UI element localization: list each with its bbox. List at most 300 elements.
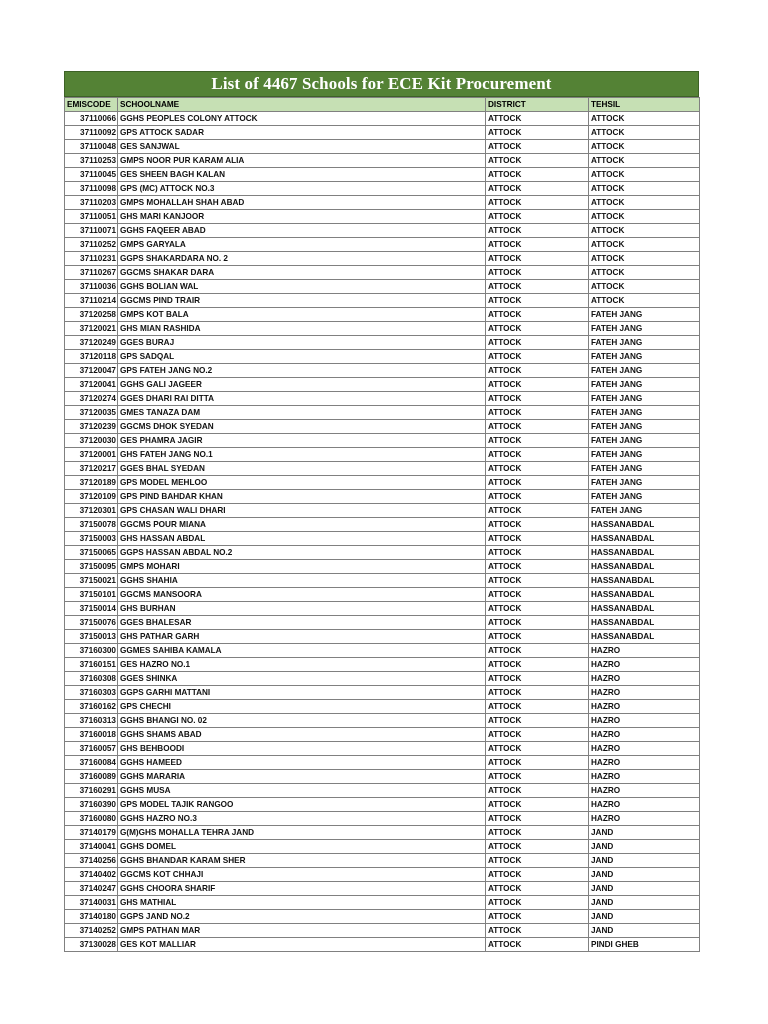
table-row [65,420,700,434]
table-row [65,770,700,784]
tehsil-cell: JAND [589,910,700,924]
table-row [65,616,700,630]
emiscode-cell: 37140252 [65,924,118,938]
emiscode-cell: 37160303 [65,686,118,700]
tehsil-cell: HAZRO [589,770,700,784]
district-cell: ATTOCK [486,322,589,336]
table-row [65,896,700,910]
table-row [65,266,700,280]
tehsil-cell: HASSANABDAL [589,560,700,574]
emiscode-cell: 37120118 [65,350,118,364]
district-cell: ATTOCK [486,210,589,224]
emiscode-cell: 37140041 [65,840,118,854]
emiscode-cell: 37110092 [65,126,118,140]
district-cell: ATTOCK [486,616,589,630]
header-row [65,98,700,112]
tehsil-cell: HAZRO [589,784,700,798]
tehsil-cell: PINDI GHEB [589,938,700,952]
district-cell: ATTOCK [486,504,589,518]
emiscode-cell: 37120258 [65,308,118,322]
district-cell: ATTOCK [486,546,589,560]
district-cell: ATTOCK [486,294,589,308]
emiscode-cell: 37110048 [65,140,118,154]
schoolname-cell: GGPS HASSAN ABDAL NO.2 [118,546,486,560]
tehsil-cell: HASSANABDAL [589,602,700,616]
schoolname-cell: GHS MARI KANJOOR [118,210,486,224]
tehsil-cell: FATEH JANG [589,448,700,462]
emiscode-cell: 37110231 [65,252,118,266]
tehsil-cell: ATTOCK [589,238,700,252]
emiscode-cell: 37120217 [65,462,118,476]
table-row [65,350,700,364]
district-cell: ATTOCK [486,392,589,406]
schoolname-cell: GGES BHALESAR [118,616,486,630]
tehsil-cell: JAND [589,854,700,868]
schoolname-cell: GGHS GALI JAGEER [118,378,486,392]
district-cell: ATTOCK [486,630,589,644]
schoolname-cell: GES PHAMRA JAGIR [118,434,486,448]
district-cell: ATTOCK [486,924,589,938]
tehsil-cell: JAND [589,882,700,896]
table-row [65,728,700,742]
schoolname-cell: GGHS MUSA [118,784,486,798]
header-district: DISTRICT [486,98,589,112]
emiscode-cell: 37110267 [65,266,118,280]
schoolname-cell: GGCMS DHOK SYEDAN [118,420,486,434]
table-row [65,882,700,896]
table-row [65,742,700,756]
district-cell: ATTOCK [486,168,589,182]
district-cell: ATTOCK [486,476,589,490]
emiscode-cell: 37160018 [65,728,118,742]
emiscode-cell: 37110071 [65,224,118,238]
district-cell: ATTOCK [486,112,589,126]
district-cell: ATTOCK [486,938,589,952]
table-body [65,112,700,952]
table-row [65,644,700,658]
district-cell: ATTOCK [486,462,589,476]
schoolname-cell: GGES BHAL SYEDAN [118,462,486,476]
table-row [65,602,700,616]
emiscode-cell: 37130028 [65,938,118,952]
tehsil-cell: FATEH JANG [589,434,700,448]
table-row [65,210,700,224]
table-row [65,812,700,826]
schoolname-cell: GGHS DOMEL [118,840,486,854]
schoolname-cell: GPS FATEH JANG NO.2 [118,364,486,378]
schoolname-cell: GGES BURAJ [118,336,486,350]
schoolname-cell: GMPS MOHALLAH SHAH ABAD [118,196,486,210]
schoolname-cell: GES SHEEN BAGH KALAN [118,168,486,182]
schoolname-cell: GHS BURHAN [118,602,486,616]
emiscode-cell: 37120189 [65,476,118,490]
schoolname-cell: GMPS KOT BALA [118,308,486,322]
tehsil-cell: ATTOCK [589,112,700,126]
emiscode-cell: 37110098 [65,182,118,196]
tehsil-cell: HASSANABDAL [589,546,700,560]
tehsil-cell: ATTOCK [589,196,700,210]
tehsil-cell: FATEH JANG [589,406,700,420]
schoolname-cell: GGPS SHAKARDARA NO. 2 [118,252,486,266]
schoolname-cell: GPS CHASAN WALI DHARI [118,504,486,518]
emiscode-cell: 37150021 [65,574,118,588]
district-cell: ATTOCK [486,686,589,700]
table-row [65,826,700,840]
district-cell: ATTOCK [486,588,589,602]
emiscode-cell: 37160300 [65,644,118,658]
table-row [65,798,700,812]
table-row [65,490,700,504]
schoolname-cell: GGHS HAZRO NO.3 [118,812,486,826]
schoolname-cell: GPS PIND BAHDAR KHAN [118,490,486,504]
table-row [65,126,700,140]
spreadsheet [64,71,699,952]
table-row [65,756,700,770]
schoolname-cell: GHS MATHIAL [118,896,486,910]
district-cell: ATTOCK [486,434,589,448]
schoolname-cell: GHS FATEH JANG NO.1 [118,448,486,462]
district-cell: ATTOCK [486,364,589,378]
district-cell: ATTOCK [486,336,589,350]
emiscode-cell: 37110066 [65,112,118,126]
emiscode-cell: 37160308 [65,672,118,686]
schoolname-cell: GPS CHECHI [118,700,486,714]
schoolname-cell: G(M)GHS MOHALLA TEHRA JAND [118,826,486,840]
district-cell: ATTOCK [486,644,589,658]
emiscode-cell: 37140179 [65,826,118,840]
header-tehsil: TEHSIL [589,98,700,112]
schoolname-cell: GMES TANAZA DAM [118,406,486,420]
district-cell: ATTOCK [486,308,589,322]
emiscode-cell: 37160084 [65,756,118,770]
district-cell: ATTOCK [486,854,589,868]
schoolname-cell: GMPS MOHARI [118,560,486,574]
tehsil-cell: FATEH JANG [589,476,700,490]
district-cell: ATTOCK [486,728,589,742]
tehsil-cell: HASSANABDAL [589,574,700,588]
district-cell: ATTOCK [486,560,589,574]
tehsil-cell: ATTOCK [589,182,700,196]
schoolname-cell: GES SANJWAL [118,140,486,154]
tehsil-cell: HASSANABDAL [589,518,700,532]
tehsil-cell: HAZRO [589,658,700,672]
district-cell: ATTOCK [486,126,589,140]
district-cell: ATTOCK [486,672,589,686]
emiscode-cell: 37160162 [65,700,118,714]
tehsil-cell: HAZRO [589,686,700,700]
tehsil-cell: FATEH JANG [589,364,700,378]
table-row [65,294,700,308]
tehsil-cell: FATEH JANG [589,420,700,434]
emiscode-cell: 37140031 [65,896,118,910]
table-row [65,238,700,252]
table-row [65,168,700,182]
table-row [65,658,700,672]
emiscode-cell: 37110045 [65,168,118,182]
document-title: List of 4467 Schools for ECE Kit Procurement [211,74,552,93]
schoolname-cell: GGHS CHOORA SHARIF [118,882,486,896]
schoolname-cell: GGMES SAHIBA KAMALA [118,644,486,658]
schoolname-cell: GGHS SHAMS ABAD [118,728,486,742]
district-cell: ATTOCK [486,714,589,728]
schoolname-cell: GGES DHARI RAI DITTA [118,392,486,406]
emiscode-cell: 37120109 [65,490,118,504]
district-cell: ATTOCK [486,910,589,924]
table-row [65,588,700,602]
schoolname-cell: GGHS MARARIA [118,770,486,784]
schoolname-cell: GGHS BHANDAR KARAM SHER [118,854,486,868]
tehsil-cell: ATTOCK [589,224,700,238]
emiscode-cell: 37120249 [65,336,118,350]
schoolname-cell: GGCMS MANSOORA [118,588,486,602]
tehsil-cell: HAZRO [589,798,700,812]
district-cell: ATTOCK [486,448,589,462]
table-row [65,518,700,532]
tehsil-cell: FATEH JANG [589,462,700,476]
emiscode-cell: 37110203 [65,196,118,210]
tehsil-cell: FATEH JANG [589,350,700,364]
schools-table [64,97,700,952]
emiscode-cell: 37120030 [65,434,118,448]
tehsil-cell: HAZRO [589,644,700,658]
emiscode-cell: 37160390 [65,798,118,812]
district-cell: ATTOCK [486,350,589,364]
tehsil-cell: ATTOCK [589,168,700,182]
table-row [65,672,700,686]
schoolname-cell: GGCMS SHAKAR DARA [118,266,486,280]
table-row [65,840,700,854]
district-cell: ATTOCK [486,238,589,252]
emiscode-cell: 37140180 [65,910,118,924]
schoolname-cell: GMPS NOOR PUR KARAM ALIA [118,154,486,168]
tehsil-cell: ATTOCK [589,154,700,168]
schoolname-cell: GGCMS POUR MIANA [118,518,486,532]
table-row [65,784,700,798]
tehsil-cell: FATEH JANG [589,490,700,504]
tehsil-cell: JAND [589,924,700,938]
schoolname-cell: GPS (MC) ATTOCK NO.3 [118,182,486,196]
district-cell: ATTOCK [486,812,589,826]
district-cell: ATTOCK [486,798,589,812]
emiscode-cell: 37160151 [65,658,118,672]
emiscode-cell: 37120239 [65,420,118,434]
tehsil-cell: HASSANABDAL [589,616,700,630]
district-cell: ATTOCK [486,700,589,714]
schoolname-cell: GHS BEHBOODI [118,742,486,756]
tehsil-cell: HAZRO [589,700,700,714]
table-row [65,574,700,588]
tehsil-cell: HAZRO [589,714,700,728]
emiscode-cell: 37160089 [65,770,118,784]
emiscode-cell: 37120021 [65,322,118,336]
header-emiscode: EMISCODE [65,98,118,112]
tehsil-cell: ATTOCK [589,210,700,224]
emiscode-cell: 37110252 [65,238,118,252]
emiscode-cell: 37150101 [65,588,118,602]
district-cell: ATTOCK [486,406,589,420]
schoolname-cell: GGHS SHAHIA [118,574,486,588]
schoolname-cell: GPS ATTOCK SADAR [118,126,486,140]
emiscode-cell: 37160291 [65,784,118,798]
district-cell: ATTOCK [486,280,589,294]
table-row [65,182,700,196]
district-cell: ATTOCK [486,224,589,238]
table-row [65,630,700,644]
tehsil-cell: HAZRO [589,756,700,770]
district-cell: ATTOCK [486,518,589,532]
district-cell: ATTOCK [486,882,589,896]
district-cell: ATTOCK [486,140,589,154]
table-row [65,392,700,406]
emiscode-cell: 37120274 [65,392,118,406]
tehsil-cell: JAND [589,868,700,882]
emiscode-cell: 37160080 [65,812,118,826]
table-row [65,154,700,168]
tehsil-cell: ATTOCK [589,280,700,294]
emiscode-cell: 37110051 [65,210,118,224]
district-cell: ATTOCK [486,196,589,210]
tehsil-cell: HASSANABDAL [589,588,700,602]
schoolname-cell: GHS HASSAN ABDAL [118,532,486,546]
table-row [65,924,700,938]
district-cell: ATTOCK [486,182,589,196]
title-bar [64,71,699,97]
table-row [65,560,700,574]
table-row [65,434,700,448]
emiscode-cell: 37150076 [65,616,118,630]
table-row [65,504,700,518]
table-row [65,224,700,238]
tehsil-cell: FATEH JANG [589,322,700,336]
table-row [65,686,700,700]
emiscode-cell: 37160313 [65,714,118,728]
tehsil-cell: JAND [589,840,700,854]
table-row [65,196,700,210]
district-cell: ATTOCK [486,658,589,672]
district-cell: ATTOCK [486,896,589,910]
schoolname-cell: GGHS FAQEER ABAD [118,224,486,238]
tehsil-cell: HAZRO [589,728,700,742]
table-row [65,252,700,266]
emiscode-cell: 37150065 [65,546,118,560]
district-cell: ATTOCK [486,574,589,588]
emiscode-cell: 37120301 [65,504,118,518]
emiscode-cell: 37150014 [65,602,118,616]
schoolname-cell: GGCMS PIND TRAIR [118,294,486,308]
table-row [65,714,700,728]
table-row [65,546,700,560]
emiscode-cell: 37120001 [65,448,118,462]
table-row [65,280,700,294]
schoolname-cell: GGCMS KOT CHHAJI [118,868,486,882]
schoolname-cell: GMPS PATHAN MAR [118,924,486,938]
table-row [65,308,700,322]
district-cell: ATTOCK [486,868,589,882]
table-row [65,448,700,462]
table-row [65,322,700,336]
district-cell: ATTOCK [486,420,589,434]
tehsil-cell: FATEH JANG [589,504,700,518]
district-cell: ATTOCK [486,756,589,770]
schoolname-cell: GES HAZRO NO.1 [118,658,486,672]
emiscode-cell: 37120047 [65,364,118,378]
district-cell: ATTOCK [486,742,589,756]
tehsil-cell: FATEH JANG [589,392,700,406]
table-row [65,336,700,350]
schoolname-cell: GES KOT MALLIAR [118,938,486,952]
emiscode-cell: 37150013 [65,630,118,644]
tehsil-cell: HAZRO [589,812,700,826]
table-row [65,868,700,882]
emiscode-cell: 37140256 [65,854,118,868]
tehsil-cell: FATEH JANG [589,308,700,322]
table-row [65,476,700,490]
header-schoolname: SCHOOLNAME [118,98,486,112]
table-row [65,854,700,868]
tehsil-cell: ATTOCK [589,294,700,308]
district-cell: ATTOCK [486,770,589,784]
tehsil-cell: HASSANABDAL [589,630,700,644]
table-row [65,910,700,924]
table-row [65,532,700,546]
district-cell: ATTOCK [486,784,589,798]
emiscode-cell: 37150078 [65,518,118,532]
district-cell: ATTOCK [486,840,589,854]
table-row [65,378,700,392]
emiscode-cell: 37110253 [65,154,118,168]
district-cell: ATTOCK [486,532,589,546]
emiscode-cell: 37150095 [65,560,118,574]
schoolname-cell: GGHS BOLIAN WAL [118,280,486,294]
tehsil-cell: HAZRO [589,742,700,756]
emiscode-cell: 37140247 [65,882,118,896]
schoolname-cell: GGES SHINKA [118,672,486,686]
emiscode-cell: 37110214 [65,294,118,308]
district-cell: ATTOCK [486,490,589,504]
schoolname-cell: GHS PATHAR GARH [118,630,486,644]
tehsil-cell: JAND [589,826,700,840]
schoolname-cell: GGHS HAMEED [118,756,486,770]
emiscode-cell: 37140402 [65,868,118,882]
table-row [65,112,700,126]
emiscode-cell: 37150003 [65,532,118,546]
tehsil-cell: ATTOCK [589,266,700,280]
schoolname-cell: GGHS BHANGI NO. 02 [118,714,486,728]
schoolname-cell: GMPS GARYALA [118,238,486,252]
schoolname-cell: GPS MODEL MEHLOO [118,476,486,490]
table-row [65,938,700,952]
tehsil-cell: ATTOCK [589,252,700,266]
table-row [65,140,700,154]
table-row [65,406,700,420]
schoolname-cell: GGPS JAND NO.2 [118,910,486,924]
tehsil-cell: FATEH JANG [589,378,700,392]
emiscode-cell: 37160057 [65,742,118,756]
schoolname-cell: GGPS GARHI MATTANI [118,686,486,700]
emiscode-cell: 37120041 [65,378,118,392]
schoolname-cell: GPS SADQAL [118,350,486,364]
tehsil-cell: ATTOCK [589,140,700,154]
district-cell: ATTOCK [486,378,589,392]
tehsil-cell: ATTOCK [589,126,700,140]
table-row [65,364,700,378]
schoolname-cell: GGHS PEOPLES COLONY ATTOCK [118,112,486,126]
emiscode-cell: 37120035 [65,406,118,420]
district-cell: ATTOCK [486,266,589,280]
schoolname-cell: GPS MODEL TAJIK RANGOO [118,798,486,812]
district-cell: ATTOCK [486,154,589,168]
tehsil-cell: HAZRO [589,672,700,686]
